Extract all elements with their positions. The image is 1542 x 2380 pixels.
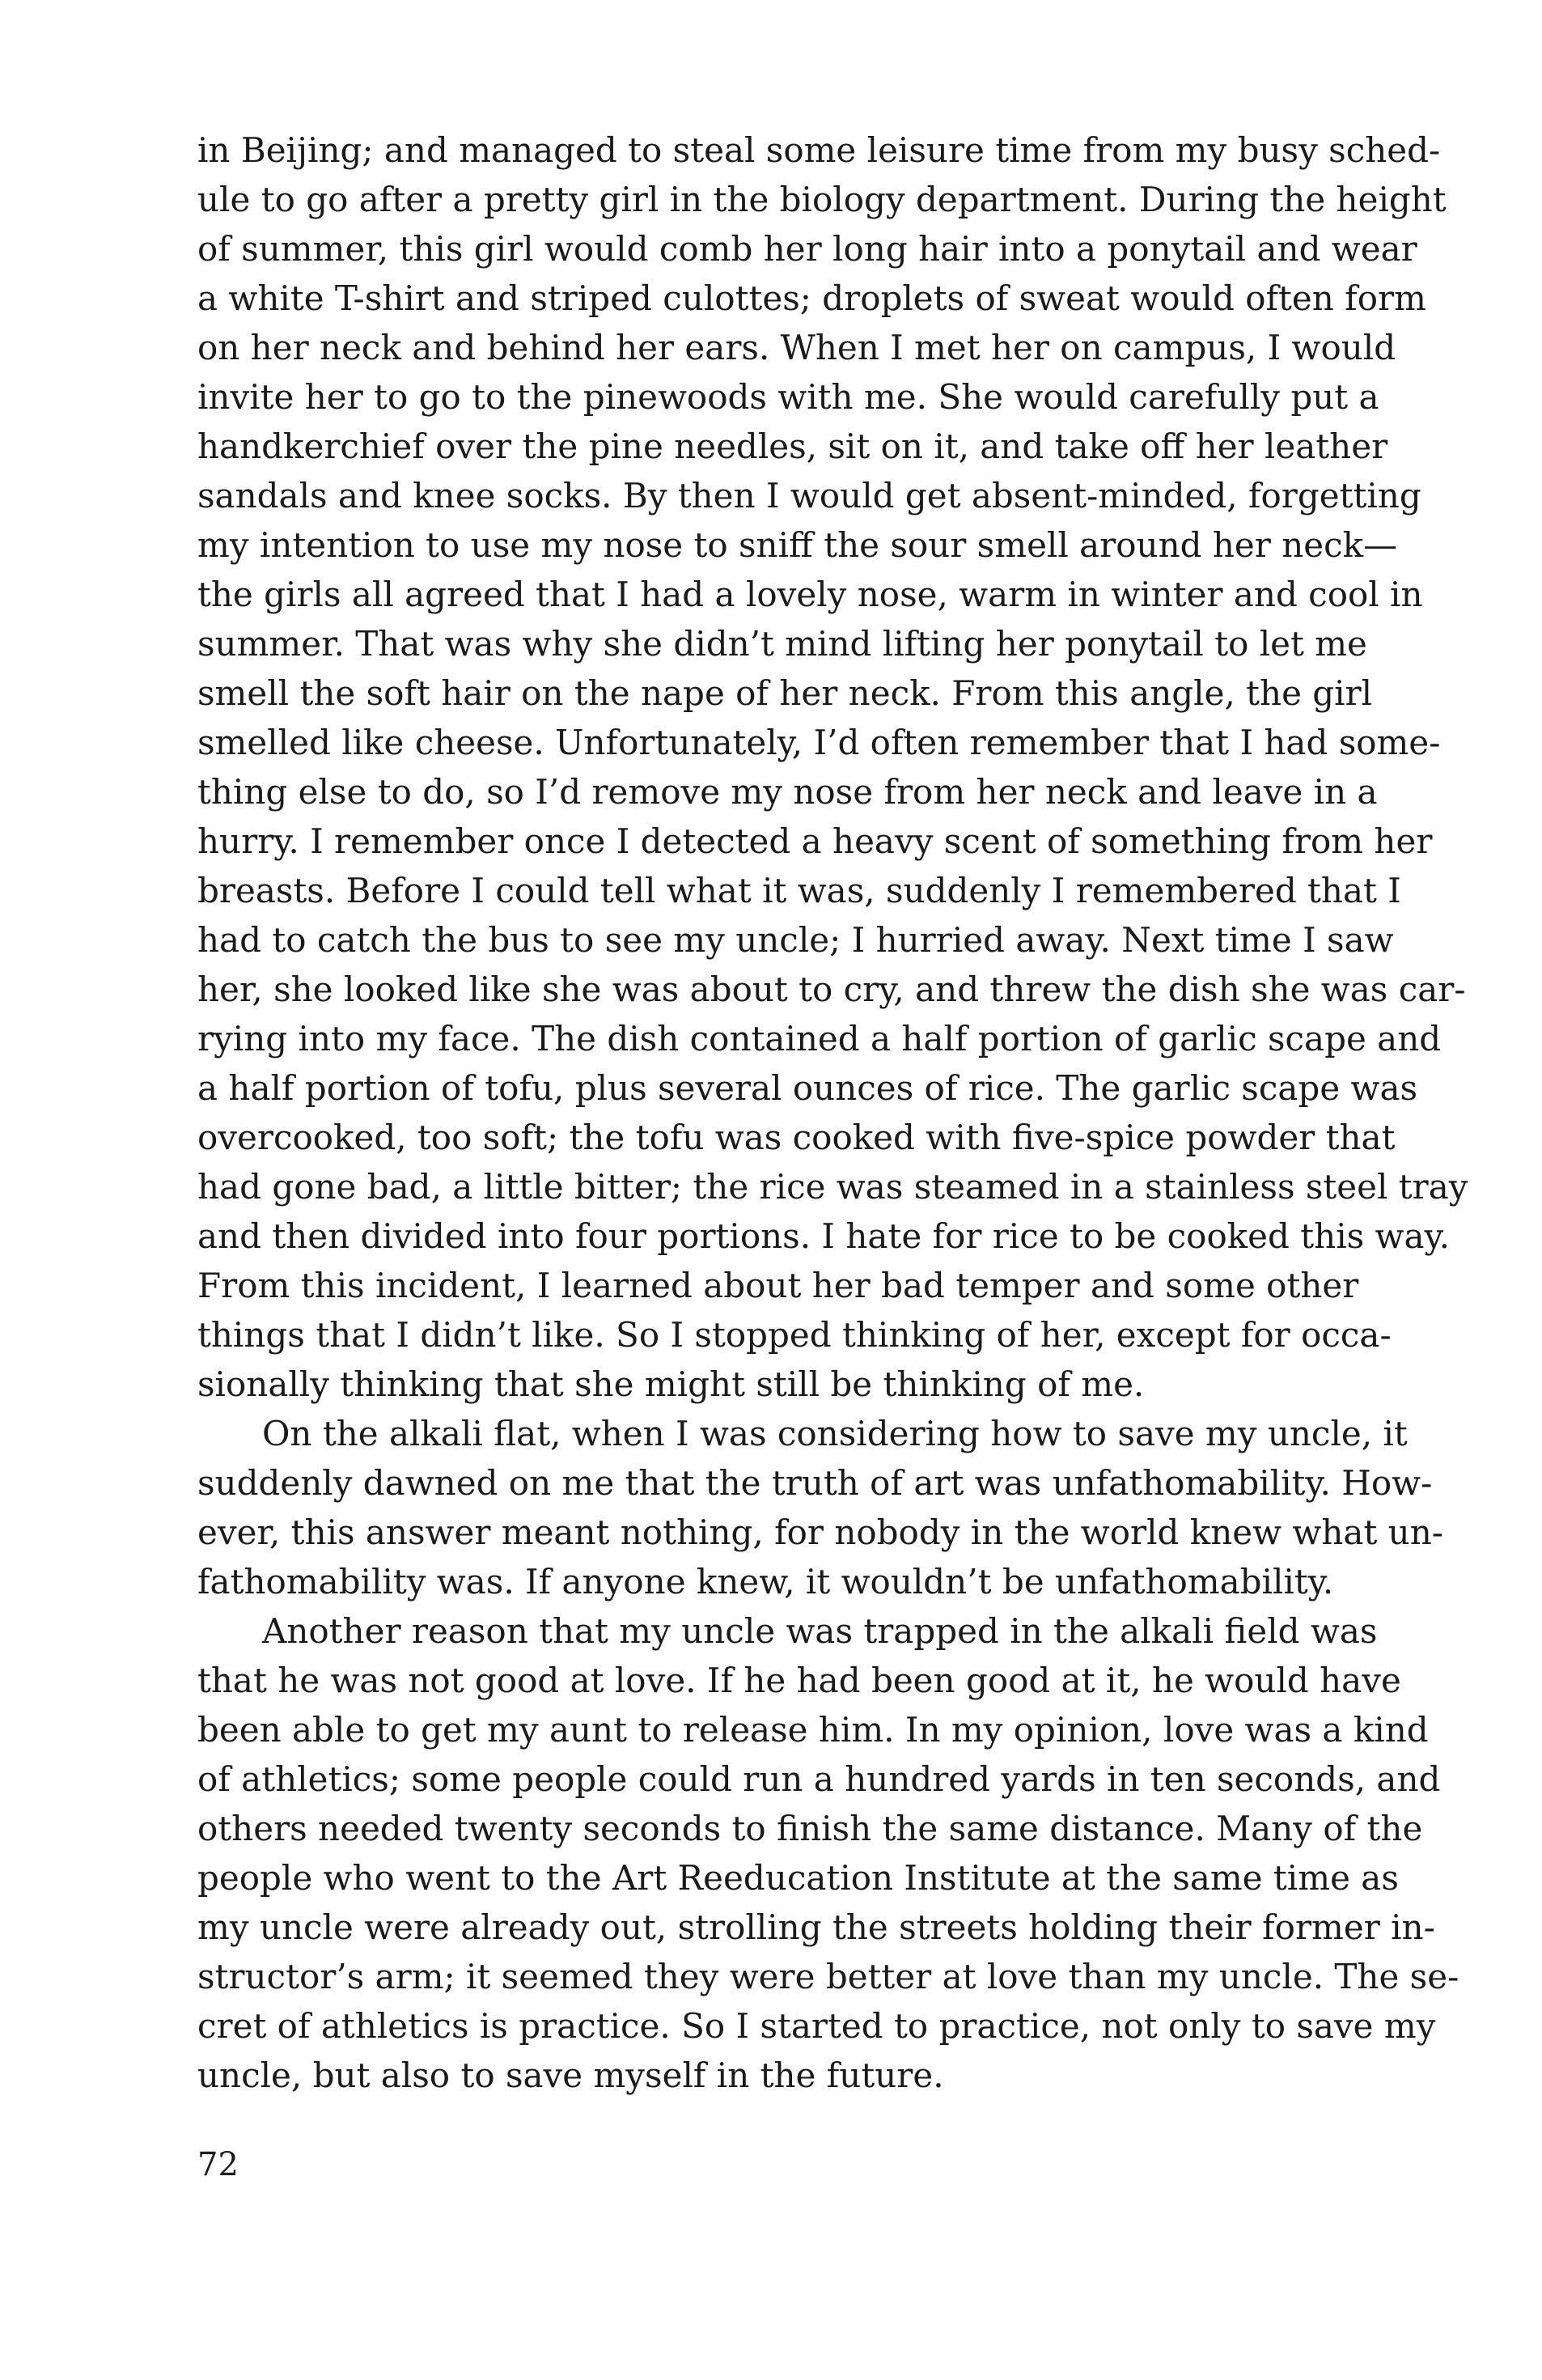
text-line: sionally thinking that she might still be thinking of me. (197, 1364, 1145, 1404)
text-line: had to catch the bus to see my uncle; I hurried away. Next time I saw (197, 920, 1394, 960)
text-line: breasts. Before I could tell what it was, suddenly I remembered that I (197, 871, 1401, 910)
text-line: the girls all agreed that I had a lovely nose, warm in winter and cool in (197, 575, 1423, 614)
text-line: structor’s arm; it seemed they were better at love than my uncle. The se- (197, 1957, 1459, 1996)
text-line: From this incident, I learned about her bad temper and some other (197, 1266, 1359, 1305)
text-line: her, she looked like she was about to cry, and threw the dish she was car- (197, 969, 1466, 1009)
text-line: summer. That was why she didn’t mind lifting her ponytail to let me (197, 624, 1367, 664)
text-line: cret of athletics is practice. So I started to practice, not only to save my (197, 2006, 1436, 2046)
text-line: of athletics; some people could run a hundred yards in ten seconds, and (197, 1759, 1441, 1799)
text-line: been able to get my aunt to release him. In my opinion, love was a kind (197, 1710, 1429, 1750)
text-line: on her neck and behind her ears. When I met her on campus, I would (197, 328, 1396, 367)
text-line: On the alkali flat, when I was considering how to save my uncle, it (262, 1414, 1408, 1453)
text-line: and then divided into four portions. I hate for rice to be cooked this way. (197, 1216, 1451, 1256)
text-line: my uncle were already out, strolling the streets holding their former in- (197, 1907, 1435, 1947)
text-line: a white T-shirt and striped culottes; droplets of sweat would often form (197, 278, 1426, 318)
text-line: people who went to the Art Reeducation Institute at the same time as (197, 1858, 1399, 1898)
text-line: a half portion of tofu, plus several ounces of rice. The garlic scape was (197, 1068, 1418, 1108)
text-line: rying into my face. The dish contained a half portion of garlic scape and (197, 1019, 1442, 1058)
text-line: smelled like cheese. Unfortunately, I’d often remember that I had some- (197, 723, 1441, 762)
text-line: fathomability was. If anyone knew, it wouldn’t be unfathomability. (197, 1562, 1334, 1602)
text-line: in Beijing; and managed to steal some leisure time from my busy sched- (197, 130, 1441, 170)
text-line: sandals and knee socks. By then I would get absent-minded, forgetting (197, 476, 1421, 515)
text-line: things that I didn’t like. So I stopped thinking of her, except for occa- (197, 1315, 1392, 1355)
text-line: ule to go after a pretty girl in the biology department. During the height (197, 180, 1447, 219)
text-line: overcooked, too soft; the tofu was cooked with five-spice powder that (197, 1118, 1396, 1157)
text-line: ever, this answer meant nothing, for nobody in the world knew what un- (197, 1512, 1443, 1552)
text-line: suddenly dawned on me that the truth of art was unfathomability. How- (197, 1463, 1433, 1503)
text-line: that he was not good at love. If he had been good at it, he would have (197, 1661, 1401, 1700)
text-line: Another reason that my uncle was trapped in the alkali field was (262, 1611, 1378, 1651)
text-line: invite her to go to the pinewoods with me. She would carefully put a (197, 377, 1379, 417)
text-line: my intention to use my nose to sniff the sour smell around her neck— (197, 525, 1398, 565)
page-number: 72 (197, 2146, 239, 2183)
text-line: uncle, but also to save myself in the future. (197, 2055, 944, 2095)
text-line: thing else to do, so I’d remove my nose from her neck and leave in a (197, 772, 1378, 812)
text-line: hurry. I remember once I detected a heavy scent of something from her (197, 821, 1433, 861)
text-line: others needed twenty seconds to finish the same distance. Many of the (197, 1809, 1423, 1848)
text-line: handkerchief over the pine needles, sit on it, and take off her leather (197, 426, 1388, 466)
text-line: had gone bad, a little bitter; the rice was steamed in a stainless steel tray (197, 1167, 1468, 1207)
text-line: smell the soft hair on the nape of her neck. From this angle, the girl (197, 673, 1373, 713)
text-line: of summer, this girl would comb her long hair into a ponytail and wear (197, 229, 1417, 269)
